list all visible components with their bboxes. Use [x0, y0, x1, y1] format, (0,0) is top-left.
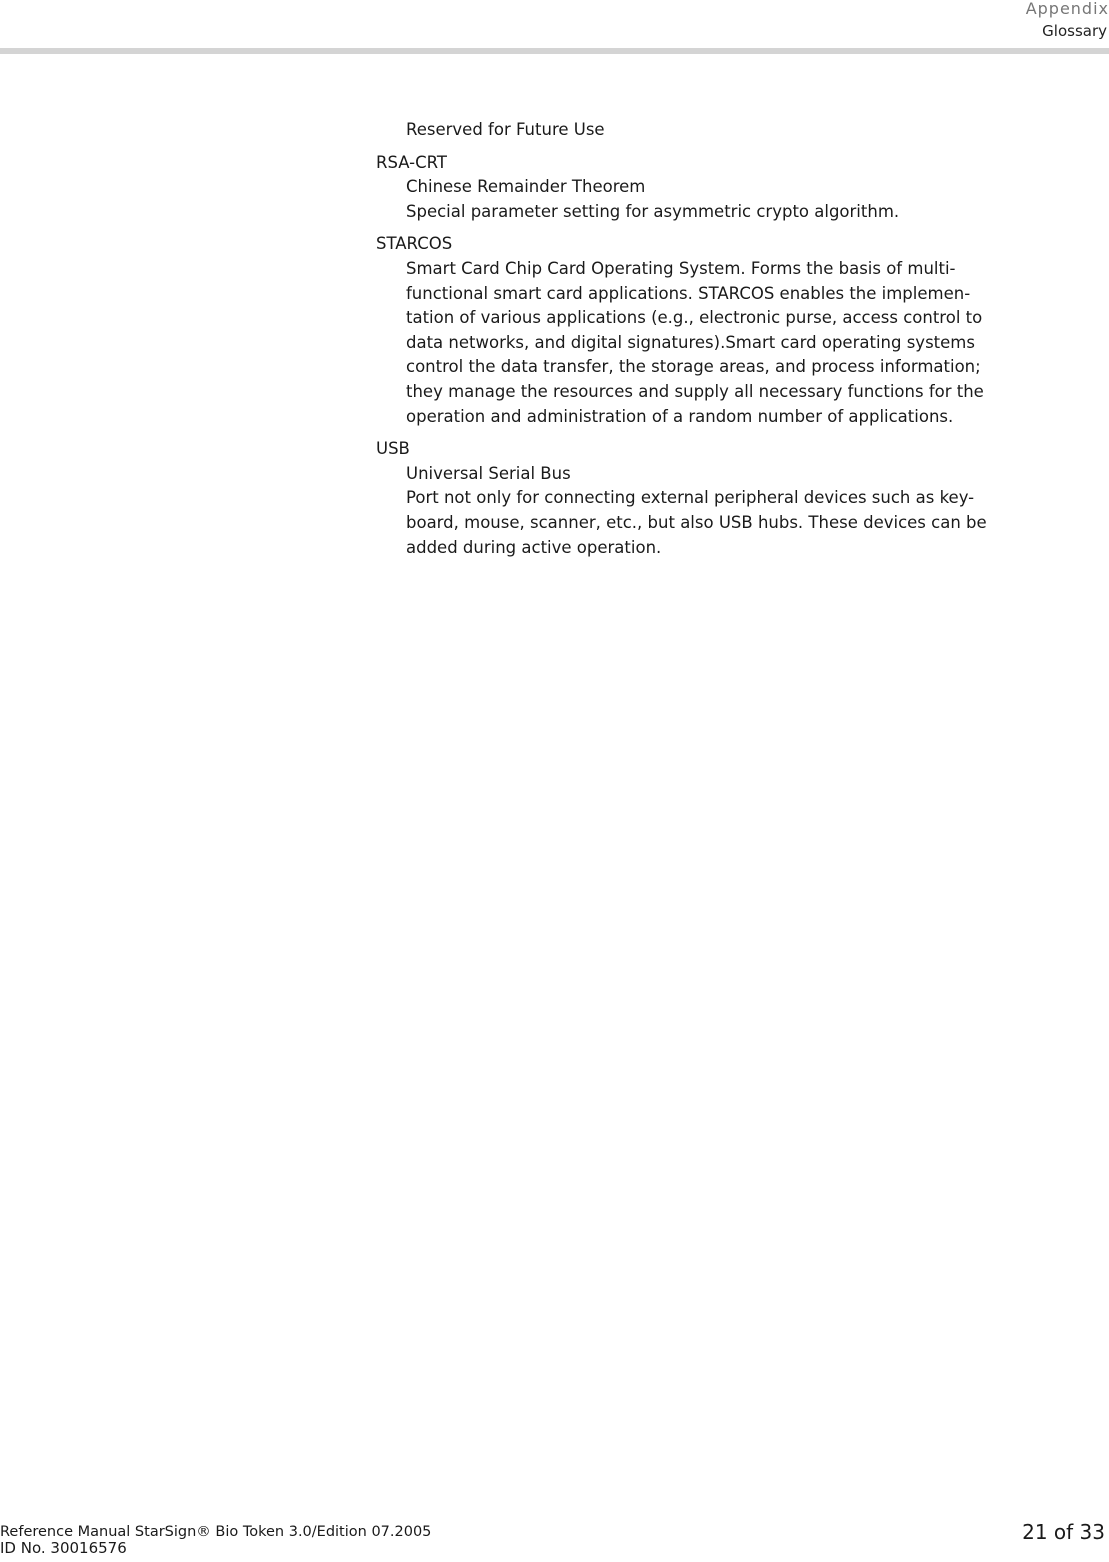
glossary-entry-rsa-crt	[376, 151, 1012, 225]
manual-title: Reference Manual StarSign® Bio Token 3.0/Edition 07.2005	[0, 1524, 432, 1540]
header-divider	[0, 48, 1109, 54]
definition-text: Reserved for Future Use	[406, 120, 605, 139]
glossary-term: RSA-CRT	[376, 152, 447, 172]
glossary-term: USB	[376, 439, 410, 459]
definition-line: added during active operation.	[406, 537, 662, 557]
definition-line: control the data transfer, the storage areas, and process information;	[406, 357, 981, 377]
glossary-content	[376, 118, 1012, 568]
definition-line: they manage the resources and supply all necessary functions for the	[406, 381, 984, 401]
section-title: Glossary	[1042, 22, 1107, 40]
page-header	[1026, 0, 1109, 42]
glossary-entry-rfu	[376, 118, 1012, 143]
page-footer-info	[0, 1524, 431, 1556]
definition-text: Special parameter setting for asymmetric crypto algorithm.	[406, 201, 900, 221]
definition-line: Smart Card Chip Card Operating System. Forms the basis of multi-	[406, 258, 956, 278]
glossary-entry-usb	[376, 437, 1012, 560]
chapter-title: Appendix	[1025, 0, 1109, 18]
page-number: 21 of 33	[1022, 1520, 1105, 1544]
definition-line: data networks, and digital signatures).Smart card operating systems	[406, 332, 975, 352]
document-id: ID No. 30016576	[0, 1539, 127, 1557]
definition-text: Chinese Remainder Theorem	[406, 177, 646, 197]
definition-line: board, mouse, scanner, etc., but also USB hubs. These devices can be	[406, 512, 987, 532]
definition-line: functional smart card applications. STARCOS enables the implemen-	[406, 283, 971, 303]
definition-text: Universal Serial Bus	[406, 463, 571, 483]
glossary-entry-starcos	[376, 232, 1012, 429]
definition-line: tation of various applications (e.g., electronic purse, access control to	[406, 308, 983, 328]
glossary-term: STARCOS	[376, 234, 453, 254]
definition-line: Port not only for connecting external peripheral devices such as key-	[406, 488, 975, 508]
definition-line: operation and administration of a random number of applications.	[406, 406, 954, 426]
